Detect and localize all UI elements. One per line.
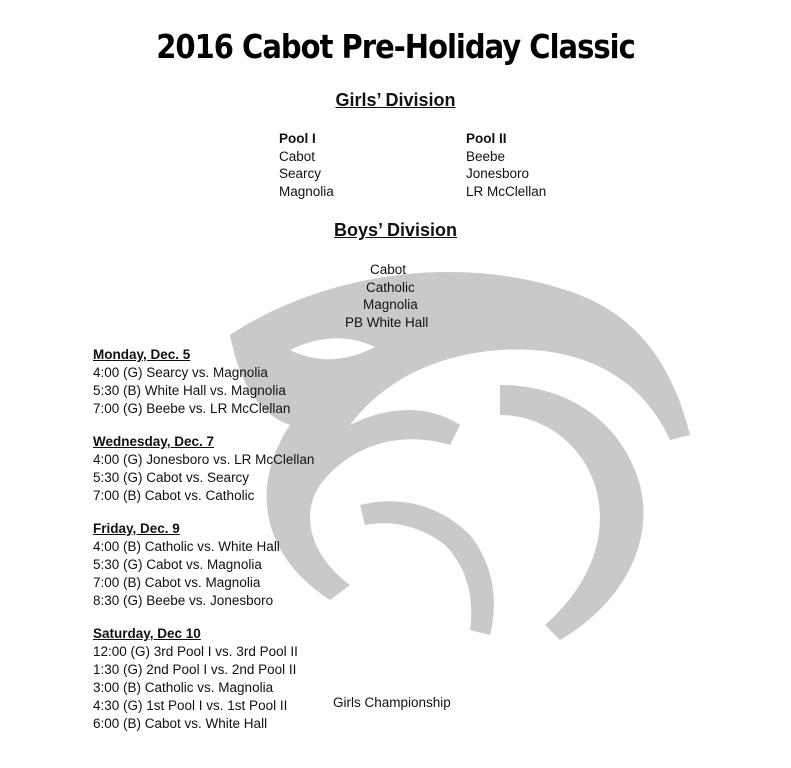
game-line: 6:00 (B) Cabot vs. White Hall (93, 716, 268, 731)
game-line: 3:00 (B) Catholic vs. Magnolia (93, 680, 274, 695)
game-line: 5:30 (G) Cabot vs. Magnolia (93, 557, 262, 572)
boys-team: Magnolia (363, 297, 418, 312)
boys-team: PB White Hall (345, 314, 429, 330)
day-heading: Wednesday, Dec. 7 (93, 434, 215, 449)
day-heading: Saturday, Dec 10 (93, 626, 201, 641)
schedule-monday (93, 346, 290, 418)
boys-team-list (335, 261, 455, 331)
championship-note: Girls Championship (333, 695, 451, 710)
day-heading: Monday, Dec. 5 (93, 347, 191, 362)
game-line: 4:00 (G) Searcy vs. Magnolia (93, 365, 268, 380)
pool-team: Jonesboro (466, 166, 530, 181)
game-line: 12:00 (G) 3rd Pool I vs. 3rd Pool II (93, 644, 298, 659)
game-line: 7:00 (G) Beebe vs. LR McClellan (93, 401, 291, 416)
boys-team: Catholic (366, 279, 415, 295)
game-line: 4:00 (B) Catholic vs. White Hall (93, 539, 280, 554)
game-line: 8:30 (G) Beebe vs. Jonesboro (93, 593, 274, 608)
game-line: 5:30 (G) Cabot vs. Searcy (93, 470, 250, 485)
pool-team: Searcy (279, 166, 322, 181)
game-line: 1:30 (G) 2nd Pool I vs. 2nd Pool II (93, 662, 297, 677)
pool-label: Pool II (466, 131, 507, 146)
game-line: 4:30 (G) 1st Pool I vs. 1st Pool II (93, 698, 288, 713)
game-line: 7:00 (B) Cabot vs. Magnolia (93, 575, 261, 590)
pool-team: Beebe (466, 148, 506, 164)
pool-label: Pool I (279, 131, 316, 146)
boys-division-heading: Boys’ Division (333, 220, 458, 240)
game-line: 5:30 (B) White Hall vs. Magnolia (93, 383, 286, 398)
page-title: 2016 Cabot Pre-Holiday Classic (156, 27, 635, 67)
girls-division-heading: Girls’ Division (335, 90, 456, 110)
game-line: 7:00 (B) Cabot vs. Catholic (93, 488, 255, 503)
schedule-friday (93, 520, 280, 610)
schedule-wednesday (93, 433, 314, 505)
girls-pool-1 (279, 130, 334, 200)
pool-team: Magnolia (279, 183, 334, 199)
schedule-saturday (93, 625, 298, 733)
game-line: 4:00 (G) Jonesboro vs. LR McClellan (93, 452, 315, 467)
boys-team: Cabot (370, 262, 407, 277)
girls-pool-2 (466, 130, 546, 200)
pool-team: LR McClellan (466, 183, 547, 199)
day-heading: Friday, Dec. 9 (93, 521, 180, 536)
pool-team: Cabot (279, 148, 316, 164)
